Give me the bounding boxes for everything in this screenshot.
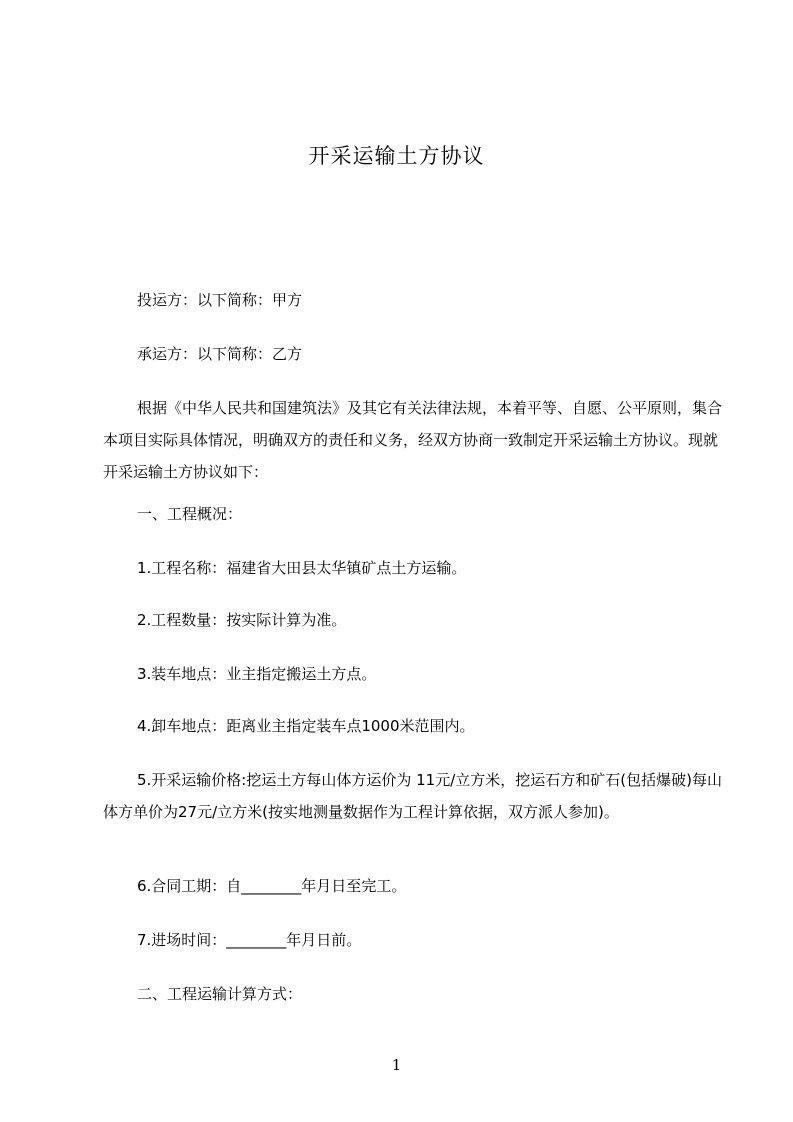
paragraph-price: 5.开采运输价格:挖运土方每山体方运价为 11元/立方米，挖运石方和矿石(包括爆破)每山体方单价为27元/立方米(按实地测量数据作为工程计算依据，双方派人参加)。 — [103, 771, 722, 821]
paragraph-unloading-site: 4.卸车地点：距离业主指定装车点1000米范围内。 — [137, 717, 475, 735]
paragraph-project-quantity: 2.工程数量：按实际计算为准。 — [137, 611, 347, 629]
paragraph-loading-site: 3.装车地点：业主指定搬运土方点。 — [137, 665, 377, 683]
paragraph-party-b: 承运方：以下简称：乙方 — [137, 345, 303, 363]
paragraph-party-a: 投运方：以下简称：甲方 — [137, 291, 303, 309]
paragraph-preamble: 根据《中华人民共和国建筑法》及其它有关法律法规，本着平等、自愿、公平原则，集合本项目实际具体情况，明确双方的责任和义务，经双方协商一致制定开采运输土方协议。现就开采运输土方协议如下： — [103, 399, 723, 481]
paragraph-project-name: 1.工程名称：福建省大田县太华镇矿点土方运输。 — [137, 559, 467, 577]
paragraph-contract-period: 6.合同工期：自________年月日至完工。 — [137, 877, 407, 895]
document-title: 开采运输土方协议 — [308, 144, 485, 168]
page-number: 1 — [391, 1056, 402, 1074]
section-heading-overview: 一、工程概况： — [137, 505, 243, 523]
section-heading-calculation: 二、工程运输计算方式： — [137, 985, 303, 1003]
paragraph-entry-time: 7.进场时间：________年月日前。 — [137, 931, 362, 949]
